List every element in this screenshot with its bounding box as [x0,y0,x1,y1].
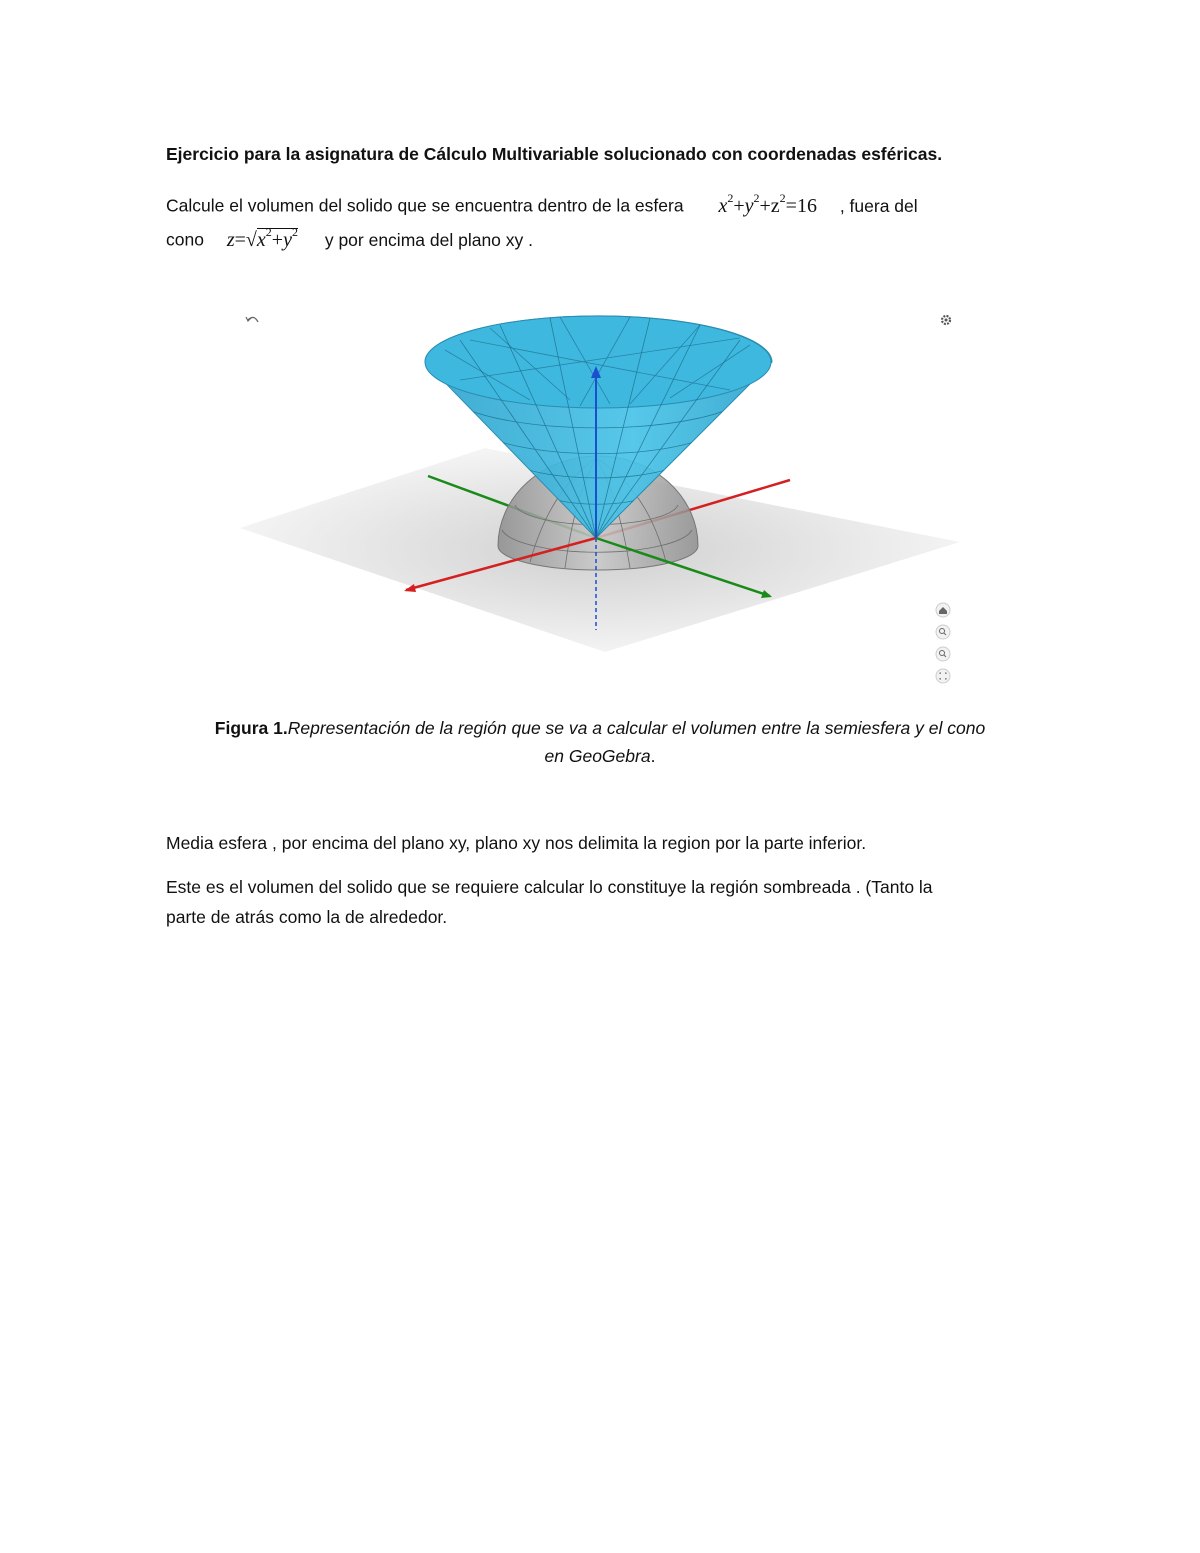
paragraph-2a: Este es el volumen del solido que se requiere calcular lo constituye la región sombreada . (Tanto la [166,877,933,897]
fullscreen-icon[interactable] [936,669,950,683]
paragraph-1: Media esfera , por encima del plano xy, plano xy nos delimita la region por la parte inferior. [166,833,867,853]
figure-caption: Figura 1.Representación de la región que se va a calcular el volumen entre la semiesfera y el cono en GeoGebra. [214,718,986,766]
geogebra-3d-figure [230,300,970,692]
home-icon[interactable] [936,603,950,617]
statement-text-4: y por encima del plano xy . [324,229,533,250]
sphere-equation: $x^2+y^2+z^2=16$ [718,191,817,217]
cone-rim [425,316,771,408]
heading: Ejercicio para la asignatura de Cálculo Multivariable solucionado con coordenadas esféricas. [166,144,943,164]
statement-text-3: cono [166,229,204,250]
gear-icon[interactable] [942,316,950,324]
zoom-in-icon[interactable] [936,625,950,639]
caption-text-2: en GeoGebra [544,746,651,766]
statement-text-1: Calcule el volumen del solido que se encuentra dentro de la esfera [166,195,684,216]
undo-icon[interactable] [246,317,258,322]
caption-text-1: Representación de la región que se va a calcular el volumen entre la semiesfera y el cono [287,718,986,738]
statement-line-1 [166,189,918,217]
cone-equation: $z=√x^2+y^2$ [226,225,298,251]
zoom-out-icon[interactable] [936,647,950,661]
caption-label: Figura 1. [214,718,288,738]
paragraph-2b: parte de atrás como la de alrededor. [166,907,448,927]
statement-text-2: , fuera del [839,195,918,216]
statement-line-2 [166,223,533,251]
